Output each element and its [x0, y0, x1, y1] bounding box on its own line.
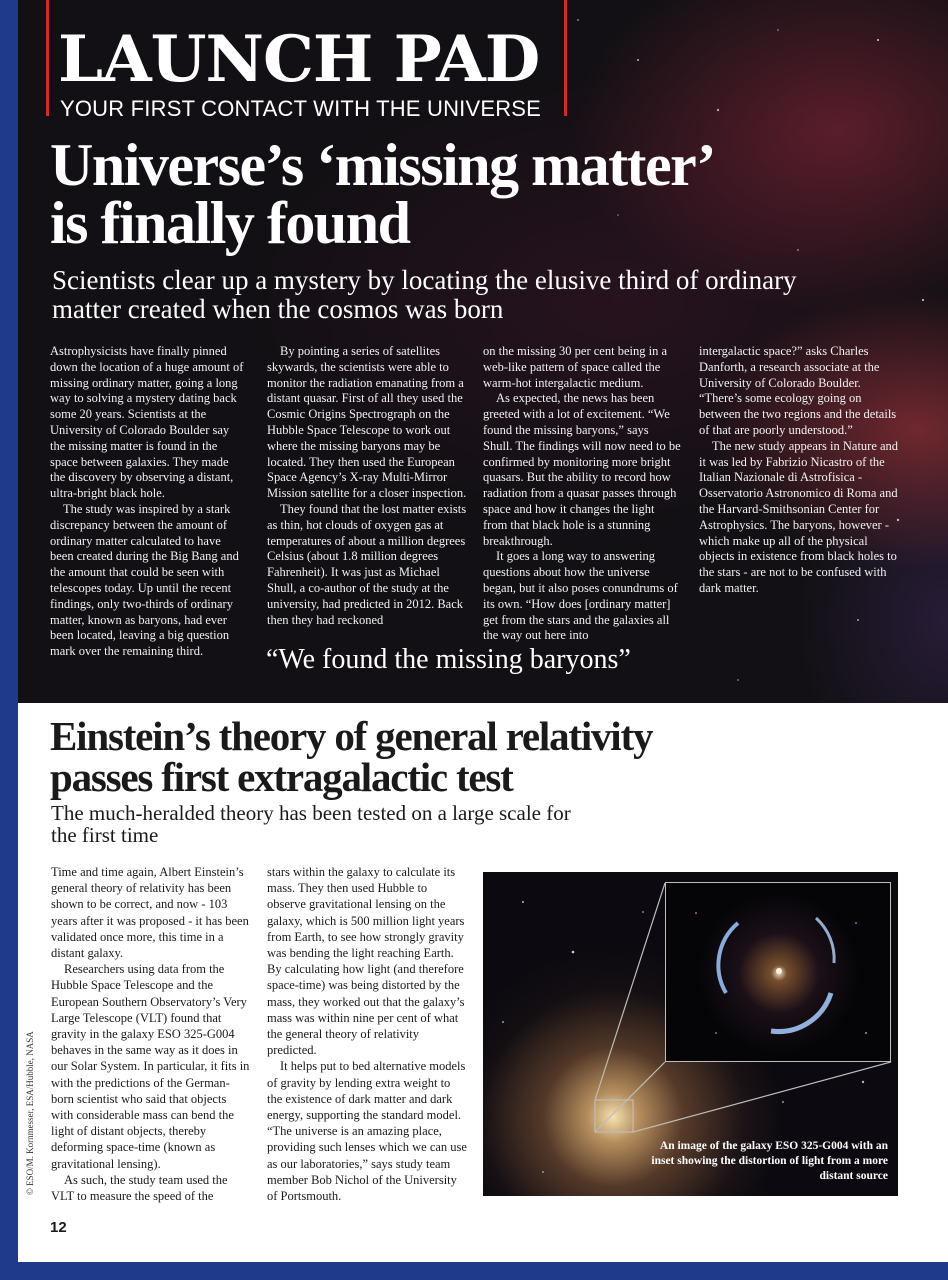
article1-headline-line1: Universe’s ‘missing matter’: [50, 132, 715, 198]
page-frame-left: [0, 0, 18, 1280]
article1-paragraph: The new study appears in Nature and it was led by Fabrizio Nicastro of the Italian Nazionale di Astrofisica - Osservatorio Astronomico di Roma and the Harvard-Smithsonian Center for Astrophysics. The baryons, however - which make up all of the physical objects in existence from black holes to the stars - are not to be confused with dark matter.: [699, 438, 899, 595]
missing-matter-feature: [18, 0, 948, 703]
article1-headline-line2: is finally found: [50, 190, 410, 256]
article1-column-3: [483, 344, 681, 644]
galaxy-lensing-image: [483, 872, 898, 1196]
image-credit: © ESO/M. Kornmesser, ESA/Hubble, NASA: [25, 1031, 35, 1195]
section-brand: LAUNCH PAD: [58, 22, 540, 97]
article2-column-1: [51, 864, 250, 1204]
einstein-ring-graphic: [666, 883, 890, 1061]
article2-paragraph: stars within the galaxy to calculate its mass. They then used Hubble to observe gravitational lensing on the galaxy, which is 500 million light years from Earth, to see how strongly gravity was bending the light reaching Earth. By calculating how light (and therefore space-time) was being distorted by the mass, they worked out that the galaxy’s mass was within nine per cent of what the general theory of relativity predicted.: [267, 865, 465, 1058]
article1-column-2: [267, 344, 469, 628]
article1-column-4: [699, 344, 905, 597]
article1-headline: [50, 132, 930, 256]
article2-headline: [50, 713, 930, 800]
article2-paragraph: Researchers using data from the Hubble Space Telescope and the European Southern Observatory’s Very Large Telescope (VLT) found that gravity in the galaxy ESO 325-G004 behaves in the same way as it does in our Solar System. In particular, it fits in with the predictions of the German-born scientist who said that objects with considerable mass can bend the light of distant objects, thereby deforming space-time (known as gravitational lensing).: [51, 962, 250, 1171]
brand-bracket-right: [564, 0, 567, 116]
article2-paragraph: It helps put to bed alternative models of gravity by lending extra weight to the existence of dark matter and dark energy, supporting the standard model. “The universe is an amazing place, providing such lenses which we can use as our laboratories,” says study team member Bob Nichol of the University of Portsmouth.: [267, 1059, 467, 1204]
article1-paragraph: By pointing a series of satellites skywards, the scientists were able to monitor the radiation emanating from a distant quasar. First of all they used the Cosmic Origins Spectrograph on the Hubble Space Telescope to work out where the missing baryons may be located. They then used the European Space Agency’s X-ray Multi-Mirror Mission satellite for a closer inspection.: [267, 344, 467, 501]
article2-paragraph: Time and time again, Albert Einstein’s general theory of relativity has been shown to be correct, and now - 103 years after it was proposed - it has been validated once more, this time in a distant galaxy.: [51, 865, 249, 961]
article1-paragraph: It goes a long way to answering questions about how the universe began, but it also poses conundrums of its own. “How does [ordinary matter] get from the stars and the galaxies all the way out here into: [483, 549, 678, 643]
article1-paragraph: They found that the lost matter exists as thin, hot clouds of oxygen gas at temperatures of about a million degrees Celsius (about 1.8 million degrees Fahrenheit). It was just as Michael Shull, a co-author of the study at the university, had predicted in 2012. Back then they had reckoned: [267, 501, 467, 627]
article1-standfirst: Scientists clear up a mystery by locating the elusive third of ordinary matter created when the cosmos was born: [52, 265, 797, 324]
page-number: 12: [50, 1219, 67, 1236]
article1-paragraph: As expected, the news has been greeted with a lot of excitement. “We found the missing baryons,” says Shull. The findings will now need to be confirmed by monitoring more bright quasars. But the ability to record how radiation from a quasar passes through space and how it changes the light from that black hole is a stunning breakthrough.: [483, 391, 681, 548]
article1-paragraph: intergalactic space?” asks Charles Danforth, a research associate at the University of Colorado Boulder. “There’s some ecology going on between the two regions and the details of that are poorly understood.”: [699, 344, 897, 437]
article1-paragraph: The study was inspired by a stark discrepancy between the amount of ordinary matter calculated to have been created during the Big Bang and the amount that could be seen with telescopes today. Up until the recent findings, only two-thirds of ordinary matter, known as baryons, had ever been located, leaving a big question mark over the remaining third.: [50, 501, 239, 659]
brand-bracket-left: [46, 0, 49, 116]
section-tagline: YOUR FIRST CONTACT WITH THE UNIVERSE: [60, 96, 542, 121]
article2-standfirst: The much-heralded theory has been tested on a large scale for the first time: [51, 801, 571, 847]
article2-headline-line1: Einstein’s theory of general relativity: [50, 713, 653, 759]
article2-paragraph: As such, the study team used the VLT to measure the speed of the: [51, 1172, 228, 1204]
article1-paragraph: Astrophysicists have finally pinned down the location of a huge amount of missing ordinary matter, going a long way to solving a mystery dating back some 20 years. Scientists at the University of Colorado Boulder say the missing matter is found in the space between galaxies. They made the discovery by observing a distant, ultra-bright black hole.: [50, 344, 244, 501]
article1-column-1: [50, 344, 244, 660]
image-caption: An image of the galaxy ESO 325-G004 with an inset showing the distortion of light from a more distant source: [651, 1140, 888, 1182]
pull-quote: “We found the missing baryons”: [266, 644, 631, 675]
page-frame-bottom: [0, 1262, 948, 1280]
article2-headline-line2: passes first extragalactic test: [50, 754, 513, 800]
article2-column-2: [267, 864, 467, 1204]
lensing-inset: [665, 882, 891, 1062]
article1-paragraph: on the missing 30 per cent being in a web-like pattern of space called the warm-hot intergalactic medium.: [483, 344, 667, 390]
